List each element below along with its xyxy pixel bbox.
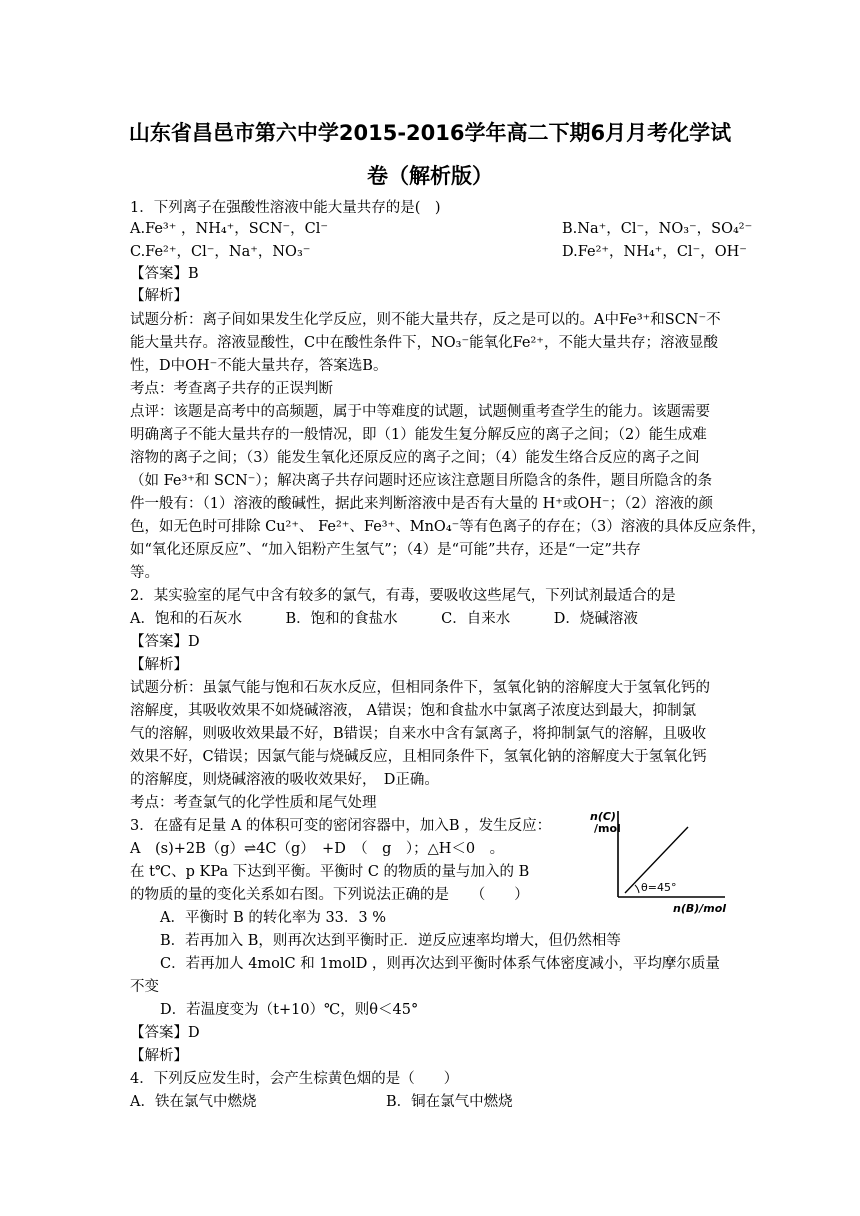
q2-options: A．饱和的石灰水 B．饱和的食盐水 C．自来水 D．烧碱溶液 — [130, 611, 638, 627]
document-title-line-2: 卷（解析版） — [367, 164, 493, 188]
q3-reaction: A (s)+2B（g）⇌4C（g） +D （ g ）；△H＜0 。 — [130, 841, 505, 857]
y-axis-label: n(C) — [590, 810, 616, 823]
q2-point: 考点：考查氯气的化学性质和尾气处理 — [130, 795, 377, 811]
q3-option-c: C．若再加人 4molC 和 1molD ，则再次达到平衡时体系气体密度减小，平均摩尔质量 — [160, 956, 720, 972]
q1-comment-line: 溶物的离子之间；（3）能发生氧化还原反应的离子之间；（4）能发生络合反应的离子之间 — [130, 450, 700, 466]
q1-comment-line: 点评：该题是高考中的高频题，属于中等难度的试题，试题侧重考查学生的能力。该题需要 — [130, 404, 710, 420]
q3-answer: 【答案】D — [130, 1025, 200, 1041]
q3-condition-line-2: 的物质的量的变化关系如右图。下列说法正确的是 （ ） — [130, 887, 529, 903]
q3-figure-graph — [585, 805, 735, 917]
q1-option-c: C.Fe²⁺，Cl⁻，Na⁺，NO₃⁻ — [130, 244, 311, 260]
q4-option-a: A．铁在氯气中燃烧 — [130, 1094, 257, 1110]
q4-stem: 4．下列反应发生时，会产生棕黄色烟的是（ ） — [130, 1071, 459, 1087]
angle-label: θ=45° — [641, 881, 677, 894]
q1-comment-line: 明确离子不能大量共存的一般情况，即（1）能发生复分解反应的离子之间；（2）能生成难 — [130, 427, 707, 443]
q1-stem: 1．下列离子在强酸性溶液中能大量共存的是( ) — [130, 200, 441, 216]
q3-option-d: D．若温度变为（t+10）℃，则θ＜45° — [160, 1002, 419, 1018]
q4-options-row — [130, 1092, 513, 1113]
q2-stem: 2．某实验室的尾气中含有较多的氯气，有毒，要吸收这些尾气，下列试剂最适合的是 — [130, 588, 676, 604]
q2-analysis-line: 效果不好，C错误；因氯气能与烧碱反应，且相同条件下，氢氧化钠的溶解度大于氢氧化钙 — [130, 749, 707, 765]
x-axis-label: n(B)/mol — [673, 902, 727, 915]
q3-option-c-cont: 不变 — [130, 979, 159, 995]
q3-analysis-label: 【解析】 — [130, 1048, 188, 1064]
q1-comment-line: （如 Fe³⁺和 SCN⁻）；解决离子共存问题时还应该注意题目所隐含的条件，题目所隐含的条 — [130, 473, 713, 489]
q1-analysis-line: 试题分析：离子间如果发生化学反应，则不能大量共存，反之是可以的。A中Fe³⁺和SCN⁻不 — [130, 312, 721, 328]
q4-option-b: B．铜在氯气中燃烧 — [386, 1094, 513, 1110]
q1-comment-line: 色，如无色时可排除 Cu²⁺、 Fe²⁺、Fe³⁺、MnO₄⁻等有色离子的存在；（3）溶液的具体反应条件， — [130, 519, 766, 535]
q3-option-a: A．平衡时 B 的转化率为 33．3 % — [160, 910, 387, 926]
q1-options-row-2 — [130, 242, 747, 263]
q1-answer: 【答案】B — [130, 266, 199, 282]
q3-option-b: B．若再加入 B，则再次达到平衡时正．逆反应速率均增大，但仍然相等 — [160, 933, 621, 949]
q1-comment-line: 件一般有：（1）溶液的酸碱性，据此来判断溶液中是否有大量的 H⁺或OH⁻；（2）溶液的颜 — [130, 496, 714, 512]
q1-point: 考点：考查离子共存的正误判断 — [130, 381, 333, 397]
q2-answer: 【答案】D — [130, 634, 200, 650]
q1-option-a: A.Fe³⁺ ，NH₄⁺，SCN⁻，Cl⁻ — [130, 221, 329, 237]
q2-analysis-line: 气的溶解，则吸收效果最不好，B错误；自来水中含有氯离子，将抑制氯气的溶解，且吸收 — [130, 726, 707, 742]
q1-option-b: B.Na⁺，Cl⁻，NO₃⁻，SO₄²⁻ — [562, 221, 753, 237]
q1-analysis-line: 性，D中OH⁻不能大量共存，答案选B。 — [130, 358, 388, 374]
q1-comment-line: 如“氧化还原反应”、“加入铝粉产生氢气”；（4）是“可能”共存，还是“一定”共存 — [130, 542, 641, 558]
q1-analysis-line: 能大量共存。溶液显酸性，C中在酸性条件下，NO₃⁻能氧化Fe²⁺，不能大量共存；溶液显酸 — [130, 335, 718, 351]
angle-arc — [635, 885, 639, 893]
q1-options-row-1 — [130, 219, 753, 240]
q3-stem: 3．在盛有足量 A 的体积可变的密闭容器中，加入B ，发生反应： — [130, 818, 552, 834]
q1-comment-line: 等。 — [130, 565, 159, 581]
q2-analysis-line: 试题分析：虽氯气能与饱和石灰水反应，但相同条件下，氢氧化钠的溶解度大于氢氧化钙的 — [130, 680, 710, 696]
document-title-line-1: 山东省昌邑市第六中学2015-2016学年高二下期6月月考化学试 — [128, 121, 732, 145]
y-axis-unit: /mol — [594, 822, 621, 835]
q2-analysis-line: 的溶解度，则烧碱溶液的吸收效果好， D正确。 — [130, 772, 439, 788]
q2-analysis-label: 【解析】 — [130, 657, 188, 673]
q1-option-d: D.Fe²⁺，NH₄⁺，Cl⁻，OH⁻ — [562, 244, 747, 260]
q3-condition-line-1: 在 t℃、p KPa 下达到平衡。平衡时 C 的物质的量与加入的 B — [130, 864, 530, 880]
q1-analysis-label: 【解析】 — [130, 288, 188, 304]
q2-analysis-line: 溶解度，其吸收效果不如烧碱溶液， A错误；饱和食盐水中氯离子浓度达到最大，抑制氯 — [130, 703, 697, 719]
